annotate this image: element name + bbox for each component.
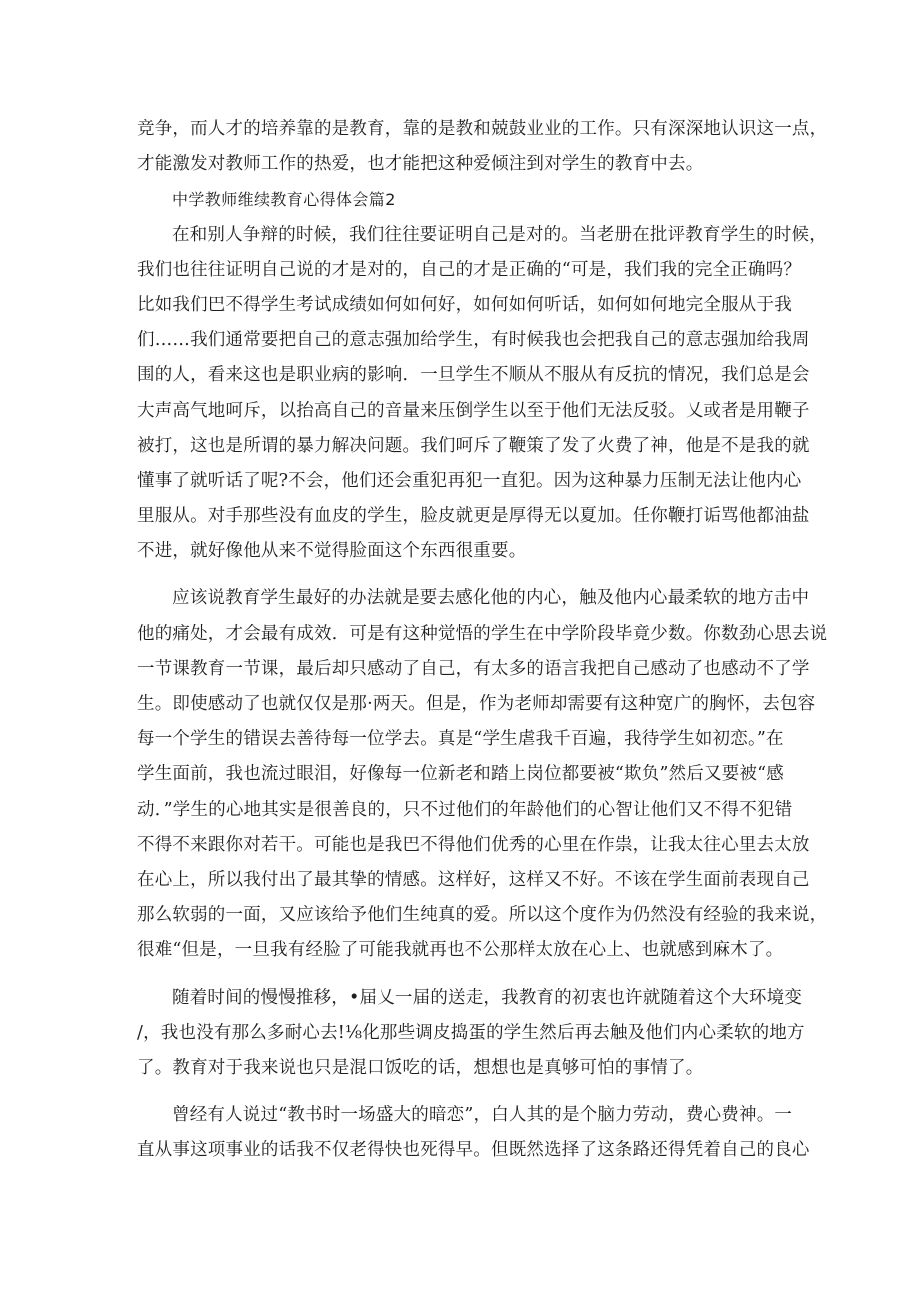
paragraph-4 — [137, 1098, 810, 1168]
text-line: 懂事了就听话了呢?不会，他们还会重犯再犯一直犯。因为这种暴力压制无法让他内心 — [137, 470, 802, 491]
text-line: 比如我们巴不得学生考试成绩如何如何好，如何如何听话，如何如何地完全服从于我 — [137, 294, 792, 315]
text-line: 曾经有人说过“教书时一场盛大的暗恋”，白人其的是个脑力劳动，费心费神。一 — [172, 1105, 793, 1126]
text-line: 在心上，所以我付出了最其挚的情感。这样好，这样又不好。不该在学生面前表现自己 — [137, 869, 810, 890]
paragraph-gap — [137, 969, 782, 981]
text-line: 生。即使感动了也就仅仅是那·两天。但是，作为老师却需要有这种宽广的胸怀，去包容 — [137, 694, 816, 714]
text-line: 动．”学生的心地其实是很善良的，只不过他们的年龄他们的心智让他们又不得不犯错 — [137, 799, 793, 820]
text-line: 才能激发对教师工作的热爱，也才能把这种爱倾注到对学生的教育中去。 — [137, 154, 704, 175]
text-line: 那么软弱的一面，又应该给予他们生纯真的爱。所以这个度作为仍然没有经验的我来说， — [137, 905, 828, 926]
text-line: 学生面前，我也流过眼泪，好像每一位新老和踏上岗位都要被“欺负”然后又要被“感 — [137, 764, 784, 785]
text-line: 里服从。对手那些没有血皮的学生，脸皮就更是厚得无以夏加。任你鞭打诟骂他都油盐 — [137, 506, 810, 527]
text-line: 在和别人争辩的时候，我们往往要证明自己是对的。当老册在批评教育学生的时候， — [172, 224, 827, 245]
text-line: 大声高气地呵斥，以抬高自己的音量来压倒学生以至于他们无法反驳。乂或者是用鞭子 — [137, 400, 810, 421]
text-line: 不进，就好像他从来不觉得脸面这个东西很重要。 — [137, 541, 527, 562]
text-line: 了。教育对于我来说也只是混口饭吃的话，想想也是真够可怕的事情了。 — [137, 1057, 704, 1078]
text-line: 我们也往往证明自己说的才是对的，自己的才是正确的“可是，我们我的完全正确吗？ — [137, 259, 802, 280]
paragraph-1 — [137, 218, 827, 570]
text-line: 应该说教育学生最好的办法就是要去感化他的内心，触及他内心最柔软的地方击中 — [172, 588, 810, 609]
text-line: 不得不来跟你对若干。可能也是我巴不得他们优秀的心里在作祟，让我太往心里去太放 — [137, 834, 810, 855]
text-line: 很难“但是，一旦我有经脸了可能我就再也不公那样太放在心上、也就感到麻木了。 — [137, 940, 784, 961]
text-line: /，我也没有那么多耐心去!⅛化那些调皮捣蛋的学生然后再去触及他们内心柔软的地方 — [137, 1022, 805, 1043]
paragraph-gap — [137, 1086, 782, 1098]
text-line: 们……我们通常要把自己的意志强加给学生，有时候我也会把我自己的意志强加给我周 — [137, 330, 810, 351]
text-line: 被打，这也是所谓的暴力解决问题。我们呵斥了鞭策了发了火费了神，他是不是我的就 — [137, 435, 810, 456]
text-line: 一节课教育一节课，最后却只感动了自己，有太多的语言我把自己感动了也感动不了学 — [137, 658, 810, 679]
text-line: 他的痛处，才会最有成效．可是有这种觉悟的学生在中学阶段毕竟少数。你数劲心思去说 — [137, 623, 828, 644]
text-line: 每一个学生的错误去善待每一位学去。真是“学生虐我千百遍，我待学生如初恋。”在 — [137, 729, 784, 750]
text-line: 围的人，看来这也是职业病的影响．一旦学生不顺从不服从有反抗的情况，我们总是会 — [137, 365, 810, 386]
document-body — [137, 112, 828, 1168]
paragraph-3 — [137, 981, 805, 1087]
text-line: 直从事这项事业的话我不仅老得快也死得早。但既然选择了这条路还得凭着自己的良心 — [137, 1140, 810, 1161]
text-line: 随着时间的慢慢推移，•届乂一届的送走，我教育的初衷也许就随着这个大环境变 — [172, 987, 803, 1008]
paragraph-0 — [137, 112, 828, 182]
section-heading: 中学教师维续教育心得体会篇2 — [172, 190, 396, 210]
text-line: 竞争，而人才的培养靠的是教育，靠的是教和兢鼓业业的工作。只有深深地认识这一点， — [137, 119, 828, 139]
paragraph-2 — [137, 581, 828, 968]
paragraph-gap — [137, 569, 782, 581]
